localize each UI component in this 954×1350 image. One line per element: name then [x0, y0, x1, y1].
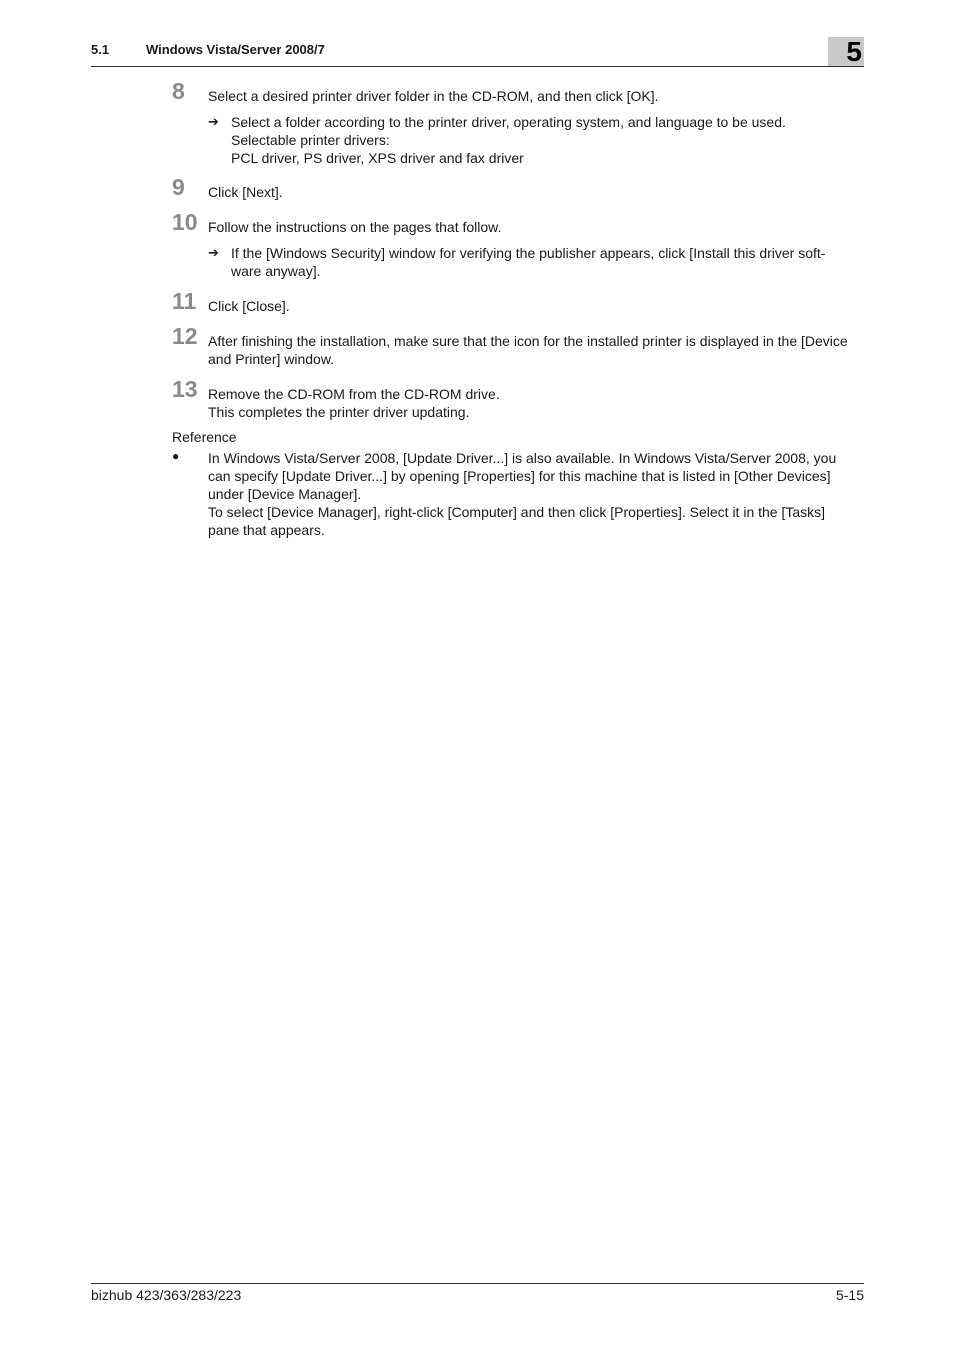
arrow-icon: ➔ — [208, 245, 219, 260]
reference-text — [208, 449, 860, 539]
arrow-icon: ➔ — [208, 114, 219, 129]
page-number: 5-15 — [835, 1287, 864, 1303]
reference-label: Reference — [172, 429, 237, 445]
step-line: and Printer] window. — [208, 351, 335, 367]
step-text — [208, 332, 868, 368]
step-number: 11 — [172, 288, 197, 314]
step-text: Click [Next]. — [208, 184, 283, 200]
step-text — [208, 385, 868, 421]
section-title: Windows Vista/Server 2008/7 — [146, 42, 325, 57]
step-number: 8 — [172, 78, 185, 104]
substep-line: Selectable printer drivers: — [231, 132, 390, 148]
product-name: bizhub 423/363/283/223 — [91, 1287, 242, 1303]
step-number: 9 — [172, 174, 185, 200]
reference-line: In Windows Vista/Server 2008, [Update Driver...] is also available. In Windows Vista/Server 2008, you — [208, 450, 837, 466]
step-text: Select a desired printer driver folder in the CD-ROM, and then click [OK]. — [208, 88, 659, 104]
reference-line: To select [Device Manager], right-click [Computer] and then click [Properties]. Select it in the [Tasks] — [208, 504, 826, 520]
page-header — [91, 36, 864, 67]
step-number: 12 — [172, 323, 198, 349]
reference-line: pane that appears. — [208, 522, 325, 538]
section-number: 5.1 — [91, 42, 110, 57]
page-footer — [91, 1283, 864, 1308]
chapter-number: 5 — [846, 36, 862, 67]
step-text: Click [Close]. — [208, 298, 290, 314]
step-number: 13 — [172, 376, 198, 402]
bullet-icon: ● — [172, 449, 180, 463]
substep-line: ware anyway]. — [231, 263, 321, 279]
chapter-tab — [828, 37, 864, 66]
step-number: 10 — [172, 209, 198, 235]
substep-line: PCL driver, PS driver, XPS driver and fax driver — [231, 150, 524, 166]
step-line: Remove the CD-ROM from the CD-ROM drive. — [208, 386, 500, 402]
step-line: After finishing the installation, make sure that the icon for the installed printer is displayed in the [Device — [208, 333, 848, 349]
reference-line: can specify [Update Driver...] by opening [Properties] for this machine that is listed in [Other Devices] — [208, 468, 831, 484]
step-line: This completes the printer driver updating. — [208, 404, 470, 420]
step-text: Follow the instructions on the pages that follow. — [208, 219, 502, 235]
substep-line: Select a folder according to the printer driver, operating system, and language to be used. — [231, 114, 786, 130]
substep-line: If the [Windows Security] window for verifying the publisher appears, click [Install this driver soft- — [231, 245, 826, 261]
reference-line: under [Device Manager]. — [208, 486, 362, 502]
